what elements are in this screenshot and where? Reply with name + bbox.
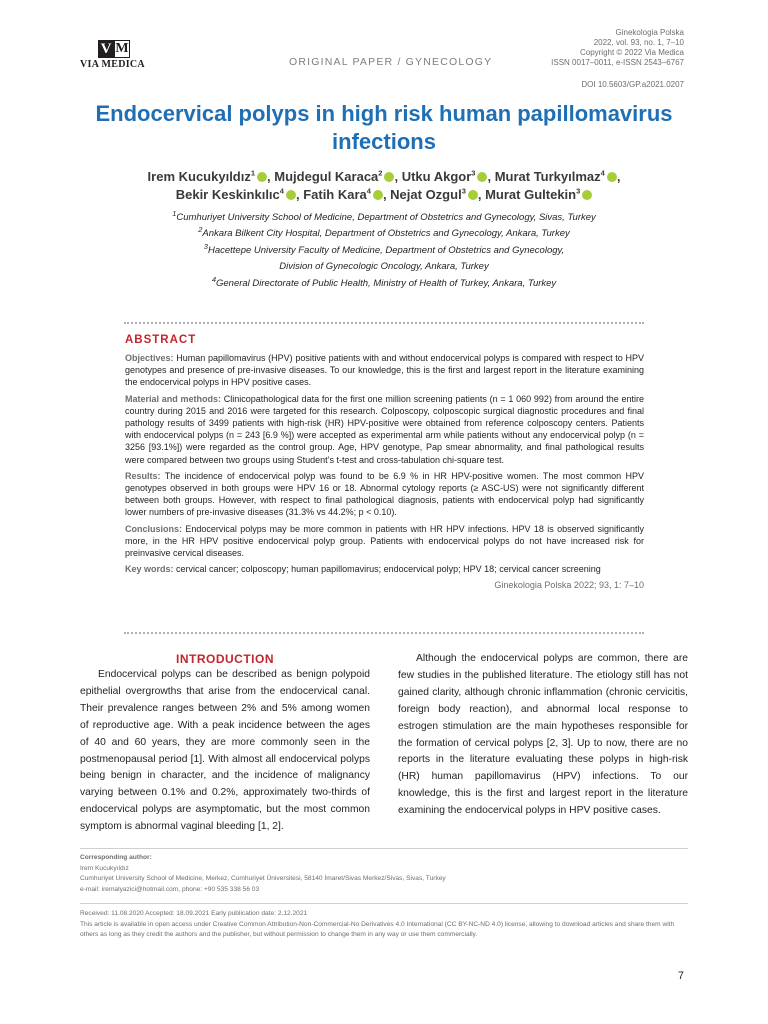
affiliation: $^4$General Directorate of Public Health, Ministry of Health of Turkey, Ankara, Turkey	[211, 274, 557, 289]
section-label: ORIGINAL PAPER / GYNECOLOGY	[289, 56, 493, 68]
journal-volume: 2022, vol. 93, no. 1, 7–10	[593, 38, 684, 47]
author: Fatih Kara$^4$	[303, 187, 383, 202]
corr-address: Cumhuriyet University School of Medicine, Merkez, Cumhuriyet Üniversitesi, 58140 İmaret/Sivas Merkez/Sivas, Sivas, Turkey	[80, 875, 446, 882]
journal-issn: ISSN 0017–0011, e-ISSN 2543–6767	[551, 58, 684, 67]
footer-rule	[80, 903, 688, 904]
author: Utku Akgor$^3$	[402, 169, 488, 184]
orcid-icon[interactable]	[468, 190, 478, 200]
doi[interactable]: DOI 10.5603/GP.a2021.0207	[581, 80, 684, 89]
corr-contact[interactable]: e-mail: iremalyazici@hotmail.com, phone: +90 535 338 56 03	[80, 885, 260, 893]
logo-letter-v: V	[100, 41, 112, 57]
author: Mujdegul Karaca$^2$	[274, 169, 394, 184]
logo-letter-m: M	[115, 41, 129, 56]
divider	[124, 322, 644, 324]
license-text: This article is available in open access under Creative Common Attribution-Non-Commercial-No Derivatives 4.0 International (CC BY-NC-ND 4.0) license, allowing to download articles and share them with others as long as they credit the authors and the publisher, but without permission to change them in any way or use them commercially.	[80, 920, 675, 938]
logo-mark	[98, 40, 130, 58]
orcid-icon[interactable]	[607, 172, 617, 182]
orcid-icon[interactable]	[286, 190, 296, 200]
body-column-right	[398, 651, 688, 820]
divider	[124, 632, 644, 634]
page-number: 7	[677, 970, 684, 982]
orcid-icon[interactable]	[373, 190, 383, 200]
affiliations	[120, 210, 648, 292]
logo-text: VIA MEDICA	[80, 59, 145, 70]
author-list: Irem Kucukyıldız$^1$ , Mujdegul Karaca$^2$ , Utku Akgor$^3$ , Murat Turkyılmaz$^4$ , Bekir Keskinkılıc$^4$ , Fatih Kara$^4$ , Nejat Ozgul$^3$ , Murat Gultekin$^3$	[147, 168, 621, 202]
corr-label: Corresponding author:	[80, 854, 152, 861]
citation: Ginekologia Polska 2022; 93, 1: 7–10	[494, 580, 644, 591]
corresponding-author	[80, 853, 688, 895]
via-medica-logo	[80, 40, 150, 70]
author: Bekir Keskinkılıc$^4$	[176, 187, 296, 202]
journal-name: Ginekologia Polska	[615, 28, 684, 37]
journal-info	[551, 28, 684, 68]
orcid-icon[interactable]	[384, 172, 394, 182]
paragraph: Although the endocervical polyps are common, there are few studies in the published literature. The etiology still has not gained clarity, although chronic inflammation (chronic cervicitis, foreign body reaction), and abnormal local response to estrogen stimulation are the main hypotheses responsible for the formation of cervical polyps [2, 3]. Up to now, there are no reports in the literature evaluating these polyps in high-risk (HR) human papillomavirus (HPV) infections. To our knowledge, this is the first and largest report in the literature examining the endocervical polyps in HPV positive cases.	[398, 653, 688, 817]
footer-rule	[80, 848, 688, 849]
paragraph: Endocervical polyps can be described as benign polypoid epithelial overgrowths that arise from the endocervical canal. Their prevalence ranges between 2% and 5% among women of reproductive age. With a peak incidence between the ages of 40 and 60 years, they are more commonly seen in the postmenopausal period [1]. With almost all endocervical polyps being benign in character, and the incidence of malignancy varying between 0.1% and 0.2%, approximately two-thirds of endocervical polyps are asymptomatic, but the most common symptom is abnormal vaginal bleeding [1, 2].	[80, 669, 370, 833]
author: Irem Kucukyıldız$^1$	[148, 169, 267, 184]
affiliation: $^2$Ankara Bilkent City Hospital, Department of Obstetrics and Gynecology, Ankara, Turkey	[198, 225, 570, 240]
paper-title: Endocervical polyps in high risk human papillomavirus infections	[95, 101, 673, 154]
orcid-icon[interactable]	[477, 172, 487, 182]
journal-copyright: Copyright © 2022 Via Medica	[579, 48, 684, 57]
corr-name: Irem Kucukyıldız	[80, 864, 129, 872]
affiliation: Division of Gynecologic Oncology, Ankara, Turkey	[279, 261, 489, 273]
abstract-conclusions: Conclusions: Endocervical polyps may be more common in patients with HR HPV infections. HPV 18 is observed significantly more, in the HR HPV positive endocervical polyp group. Patients with endocervical polyps do not have increased risk for preinvasive cervical diseases.	[125, 523, 644, 559]
abstract-keywords: Key words: cervical cancer; colposcopy; human papillomavirus; endocervical polyp; HPV 18; cervical cancer screening	[125, 564, 601, 575]
abstract-methods: Material and methods: Clinicopathological data for the first one million screening patients (n = 1 060 992) from around the entire country during 2015 and 2016 were targeted for this research. Colposcopy, colposcopic surgical diagnostic procedures and final pathology results of 3499 patients with high-risk (HR) HPV-positive were obtained from reference colposcopy centers. Patients with endocervical polyps (n = 243 [6.9 %]) were accepted as experimental arm while patients without any endocervical polyp (n = 3256 [93.1%]) were regarded as the control group. Age, HPV genotype, Pap smear abnormality, and final pathological results were compared between two groups using Student’s t-test and cross-tabulation chi-square test.	[125, 393, 644, 465]
orcid-icon[interactable]	[582, 190, 592, 200]
abstract-objectives: Objectives: Human papillomavirus (HPV) positive patients with and without endocervical polyps is compared with respect to HPV genotypes and presence of pre-invasive diseases. To our knowledge, this is the first and largest report in the literature examining the endocervical polyps in HPV positive cases.	[125, 353, 644, 388]
author: Murat Gultekin$^3$	[485, 187, 592, 202]
body-column-left	[80, 667, 370, 836]
publication-info	[80, 909, 688, 941]
affiliation: $^3$Hacettepe University Faculty of Medicine, Department of Obstetrics and Gynecology,	[203, 241, 565, 256]
affiliation: $^1$Cumhuriyet University School of Medicine, Department of Obstetrics and Gynecology, Sivas, Turkey	[172, 208, 596, 223]
publication-dates: Received: 11.08.2020 Accepted: 18.09.2021 Early publication date: 2.12.2021	[80, 910, 308, 917]
introduction-heading: INTRODUCTION	[176, 652, 274, 666]
orcid-icon[interactable]	[257, 172, 267, 182]
author: Murat Turkyılmaz$^4$	[495, 169, 617, 184]
abstract-results: Results: The incidence of endocervical polyp was found to be 6.9 % in HR HPV-positive women. The most common HPV genotypes observed in both groups were HPV 16 or 18. Abnormal cytology reports (≥ ASC-US) were not significantly different between both groups. However, with respect to final pathological diagnosis, patients with endocervical polyp had significantly lower numbers of pre-invasive diseases (31.3% vs 44.2%; p < 0.10).	[125, 470, 644, 518]
abstract	[125, 352, 644, 592]
abstract-heading: ABSTRACT	[125, 334, 197, 346]
author: Nejat Ozgul$^3$	[390, 187, 478, 202]
